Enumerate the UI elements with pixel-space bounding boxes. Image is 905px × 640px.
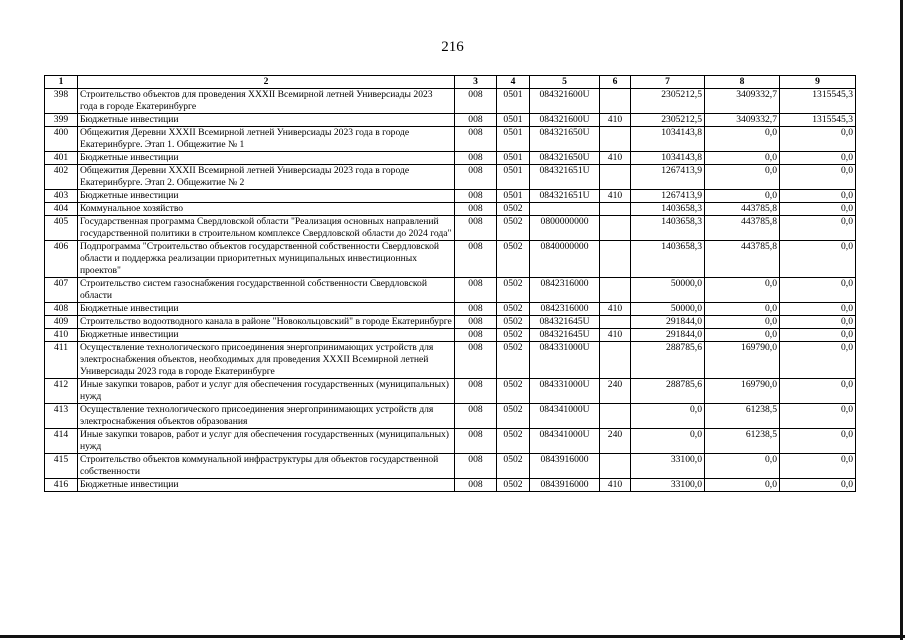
row-section-code: 0502 (497, 429, 530, 454)
row-target-code: 084331000U (530, 379, 600, 404)
row-expense-type (600, 278, 631, 303)
row-expense-type: 410 (600, 190, 631, 203)
table-body (45, 89, 856, 492)
row-section-code: 0501 (497, 89, 530, 114)
row-number: 404 (45, 203, 78, 216)
row-amount-2: 61238,5 (705, 404, 780, 429)
row-amount-2: 443785,8 (705, 203, 780, 216)
row-amount-1: 33100,0 (631, 479, 705, 492)
row-amount-2: 0,0 (705, 278, 780, 303)
row-target-code: 084341000U (530, 429, 600, 454)
row-amount-1: 0,0 (631, 429, 705, 454)
row-amount-1: 288785,6 (631, 379, 705, 404)
row-expense-type (600, 241, 631, 278)
row-amount-1: 33100,0 (631, 454, 705, 479)
row-amount-2: 3409332,7 (705, 114, 780, 127)
column-header-2: 2 (78, 76, 455, 89)
row-target-code: 0800000000 (530, 216, 600, 241)
row-section-code: 0501 (497, 165, 530, 190)
row-ministry-code: 008 (455, 278, 497, 303)
row-ministry-code: 008 (455, 216, 497, 241)
table-row (45, 329, 856, 342)
row-name: Общежития Деревни XXXII Всемирной летней Универсиады 2023 года в городе Екатеринбурге. Этап 1. Общежитие № 1 (78, 127, 455, 152)
row-amount-2: 0,0 (705, 329, 780, 342)
row-expense-type (600, 127, 631, 152)
column-header-4: 4 (497, 76, 530, 89)
table-row (45, 165, 856, 190)
row-amount-3: 0,0 (780, 190, 856, 203)
row-target-code: 084321645U (530, 329, 600, 342)
row-expense-type: 240 (600, 379, 631, 404)
row-amount-1: 0,0 (631, 404, 705, 429)
scan-edge-bottom (0, 635, 905, 638)
row-amount-1: 1267413,9 (631, 165, 705, 190)
row-target-code: 084331000U (530, 342, 600, 379)
row-ministry-code: 008 (455, 404, 497, 429)
row-ministry-code: 008 (455, 329, 497, 342)
table-row (45, 429, 856, 454)
row-expense-type (600, 404, 631, 429)
row-ministry-code: 008 (455, 379, 497, 404)
row-name: Коммунальное хозяйство (78, 203, 455, 216)
row-number: 413 (45, 404, 78, 429)
row-amount-1: 50000,0 (631, 303, 705, 316)
row-expense-type (600, 203, 631, 216)
row-amount-3: 0,0 (780, 241, 856, 278)
table-header (45, 76, 856, 89)
row-section-code: 0502 (497, 278, 530, 303)
row-number: 401 (45, 152, 78, 165)
row-target-code: 084321600U (530, 114, 600, 127)
row-amount-3: 0,0 (780, 278, 856, 303)
row-section-code: 0502 (497, 342, 530, 379)
row-expense-type: 240 (600, 429, 631, 454)
row-name: Строительство систем газоснабжения государственной собственности Свердловской области (78, 278, 455, 303)
table-row (45, 152, 856, 165)
row-name: Строительство объектов для проведения XXXII Всемирной летней Универсиады 2023 года в городе Екатеринбурге (78, 89, 455, 114)
row-name: Бюджетные инвестиции (78, 114, 455, 127)
table-row (45, 89, 856, 114)
row-amount-3: 0,0 (780, 216, 856, 241)
row-amount-2: 443785,8 (705, 216, 780, 241)
row-amount-3: 0,0 (780, 342, 856, 379)
column-header-1: 1 (45, 76, 78, 89)
row-amount-1: 50000,0 (631, 278, 705, 303)
row-ministry-code: 008 (455, 127, 497, 152)
table-row (45, 379, 856, 404)
row-amount-2: 0,0 (705, 165, 780, 190)
row-expense-type (600, 216, 631, 241)
row-amount-2: 0,0 (705, 316, 780, 329)
row-ministry-code: 008 (455, 316, 497, 329)
row-target-code: 084321650U (530, 127, 600, 152)
row-number: 407 (45, 278, 78, 303)
row-section-code: 0502 (497, 479, 530, 492)
table-row (45, 278, 856, 303)
row-amount-3: 0,0 (780, 379, 856, 404)
row-target-code: 084321600U (530, 89, 600, 114)
table-row (45, 342, 856, 379)
page-number: 216 (441, 39, 464, 55)
row-target-code: 084321645U (530, 316, 600, 329)
row-amount-2: 0,0 (705, 152, 780, 165)
column-header-8: 8 (705, 76, 780, 89)
row-target-code: 0843916000 (530, 479, 600, 492)
row-target-code: 084321650U (530, 152, 600, 165)
row-ministry-code: 008 (455, 203, 497, 216)
row-amount-2: 0,0 (705, 127, 780, 152)
row-amount-2: 169790,0 (705, 379, 780, 404)
row-amount-1: 291844,0 (631, 316, 705, 329)
row-expense-type: 410 (600, 152, 631, 165)
row-amount-3: 1315545,3 (780, 114, 856, 127)
row-expense-type (600, 316, 631, 329)
row-name: Осуществление технологического присоединения энергопринимающих устройств для электроснабжения объектов, необходимых для проведения XXXII Всемирной летней Универсиады 2023 года в городе Екатеринбурге (78, 342, 455, 379)
row-name: Строительство объектов коммунальной инфраструктуры для объектов государственной собственности (78, 454, 455, 479)
row-amount-2: 0,0 (705, 303, 780, 316)
row-amount-3: 0,0 (780, 329, 856, 342)
row-amount-3: 1315545,3 (780, 89, 856, 114)
row-number: 406 (45, 241, 78, 278)
column-header-5: 5 (530, 76, 600, 89)
row-amount-2: 169790,0 (705, 342, 780, 379)
row-amount-3: 0,0 (780, 404, 856, 429)
row-target-code: 084321651U (530, 165, 600, 190)
table-row (45, 316, 856, 329)
table-row (45, 127, 856, 152)
row-ministry-code: 008 (455, 429, 497, 454)
row-amount-3: 0,0 (780, 479, 856, 492)
row-section-code: 0502 (497, 303, 530, 316)
row-ministry-code: 008 (455, 152, 497, 165)
row-section-code: 0502 (497, 203, 530, 216)
row-section-code: 0502 (497, 216, 530, 241)
row-ministry-code: 008 (455, 479, 497, 492)
row-name: Иные закупки товаров, работ и услуг для обеспечения государственных (муниципальных) нужд (78, 429, 455, 454)
row-section-code: 0501 (497, 152, 530, 165)
row-section-code: 0502 (497, 404, 530, 429)
row-number: 416 (45, 479, 78, 492)
row-ministry-code: 008 (455, 241, 497, 278)
row-target-code: 0842316000 (530, 278, 600, 303)
row-ministry-code: 008 (455, 303, 497, 316)
row-expense-type: 410 (600, 303, 631, 316)
row-target-code: 084321651U (530, 190, 600, 203)
row-amount-3: 0,0 (780, 303, 856, 316)
row-section-code: 0501 (497, 190, 530, 203)
row-section-code: 0501 (497, 127, 530, 152)
row-target-code (530, 203, 600, 216)
row-target-code: 0840000000 (530, 241, 600, 278)
row-amount-2: 0,0 (705, 479, 780, 492)
row-amount-1: 1267413,9 (631, 190, 705, 203)
row-amount-2: 61238,5 (705, 429, 780, 454)
row-target-code: 084341000U (530, 404, 600, 429)
header-row (45, 76, 856, 89)
table-row (45, 303, 856, 316)
row-number: 409 (45, 316, 78, 329)
table-row (45, 203, 856, 216)
row-number: 412 (45, 379, 78, 404)
scan-edge-right (900, 0, 903, 640)
row-amount-1: 1403658,3 (631, 216, 705, 241)
row-expense-type (600, 342, 631, 379)
row-amount-1: 1034143,8 (631, 152, 705, 165)
table-row (45, 454, 856, 479)
row-number: 402 (45, 165, 78, 190)
row-amount-3: 0,0 (780, 203, 856, 216)
row-number: 405 (45, 216, 78, 241)
row-amount-3: 0,0 (780, 127, 856, 152)
row-ministry-code: 008 (455, 190, 497, 203)
row-amount-1: 2305212,5 (631, 89, 705, 114)
row-name: Бюджетные инвестиции (78, 479, 455, 492)
row-amount-3: 0,0 (780, 152, 856, 165)
row-number: 411 (45, 342, 78, 379)
row-amount-1: 1034143,8 (631, 127, 705, 152)
row-ministry-code: 008 (455, 89, 497, 114)
table-row (45, 241, 856, 278)
budget-table (44, 75, 856, 492)
column-header-9: 9 (780, 76, 856, 89)
row-section-code: 0501 (497, 114, 530, 127)
row-name: Бюджетные инвестиции (78, 190, 455, 203)
table-row (45, 404, 856, 429)
row-ministry-code: 008 (455, 114, 497, 127)
column-header-3: 3 (455, 76, 497, 89)
table-row (45, 216, 856, 241)
row-name: Иные закупки товаров, работ и услуг для обеспечения государственных (муниципальных) нужд (78, 379, 455, 404)
row-amount-1: 2305212,5 (631, 114, 705, 127)
row-amount-1: 1403658,3 (631, 241, 705, 278)
row-amount-3: 0,0 (780, 429, 856, 454)
row-ministry-code: 008 (455, 342, 497, 379)
row-number: 410 (45, 329, 78, 342)
row-section-code: 0502 (497, 379, 530, 404)
row-amount-2: 443785,8 (705, 241, 780, 278)
row-amount-2: 0,0 (705, 190, 780, 203)
row-number: 408 (45, 303, 78, 316)
row-section-code: 0502 (497, 454, 530, 479)
row-name: Бюджетные инвестиции (78, 152, 455, 165)
row-number: 399 (45, 114, 78, 127)
row-name: Подпрограмма "Строительство объектов государственной собственности Свердловской области и поддержка реализации приоритетных муниципальных инвестиционных проектов" (78, 241, 455, 278)
row-expense-type: 410 (600, 329, 631, 342)
row-amount-3: 0,0 (780, 165, 856, 190)
table-row (45, 190, 856, 203)
row-name: Осуществление технологического присоединения энергопринимающих устройств для электроснабжения объектов образования (78, 404, 455, 429)
row-expense-type: 410 (600, 479, 631, 492)
row-ministry-code: 008 (455, 165, 497, 190)
row-name: Государственная программа Свердловской области "Реализация основных направлений государственной политики в строительном комплексе Свердловской области до 2024 года" (78, 216, 455, 241)
row-number: 398 (45, 89, 78, 114)
row-name: Общежития Деревни XXXII Всемирной летней Универсиады 2023 года в городе Екатеринбурге. Этап 2. Общежитие № 2 (78, 165, 455, 190)
row-section-code: 0502 (497, 241, 530, 278)
row-expense-type (600, 454, 631, 479)
row-section-code: 0502 (497, 329, 530, 342)
row-name: Бюджетные инвестиции (78, 303, 455, 316)
row-amount-1: 1403658,3 (631, 203, 705, 216)
row-number: 403 (45, 190, 78, 203)
table-row (45, 479, 856, 492)
row-number: 400 (45, 127, 78, 152)
row-expense-type (600, 165, 631, 190)
row-expense-type (600, 89, 631, 114)
row-amount-3: 0,0 (780, 454, 856, 479)
row-number: 414 (45, 429, 78, 454)
row-section-code: 0502 (497, 316, 530, 329)
row-number: 415 (45, 454, 78, 479)
row-expense-type: 410 (600, 114, 631, 127)
row-name: Строительство водоотводного канала в районе "Новокольцовский" в городе Екатеринбурге (78, 316, 455, 329)
row-amount-2: 3409332,7 (705, 89, 780, 114)
row-target-code: 0842316000 (530, 303, 600, 316)
column-header-6: 6 (600, 76, 631, 89)
column-header-7: 7 (631, 76, 705, 89)
row-target-code: 0843916000 (530, 454, 600, 479)
row-amount-2: 0,0 (705, 454, 780, 479)
row-ministry-code: 008 (455, 454, 497, 479)
row-amount-1: 291844,0 (631, 329, 705, 342)
table-row (45, 114, 856, 127)
row-amount-1: 288785,6 (631, 342, 705, 379)
row-amount-3: 0,0 (780, 316, 856, 329)
row-name: Бюджетные инвестиции (78, 329, 455, 342)
